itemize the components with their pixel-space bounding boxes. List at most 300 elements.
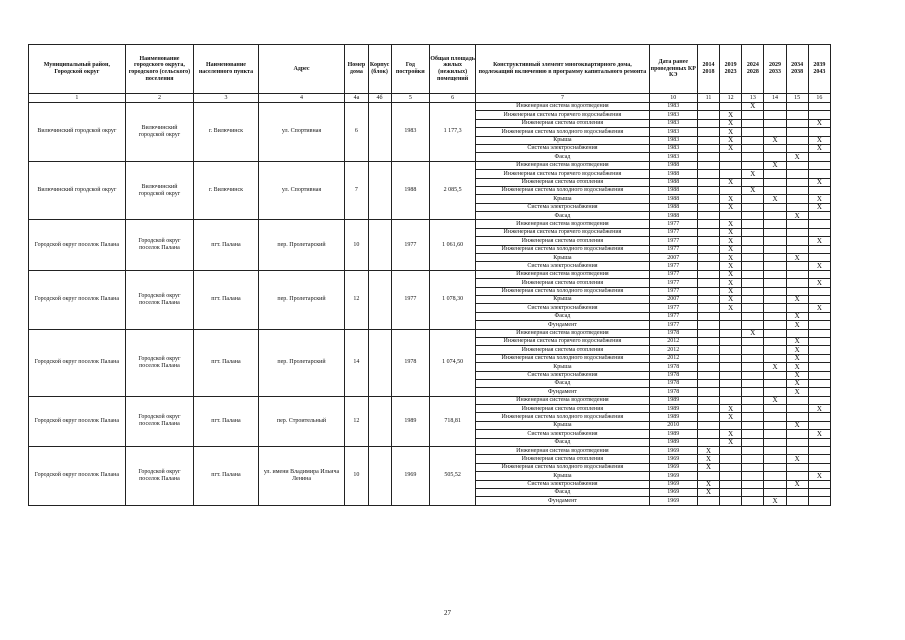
cell-locality: г. Вилючинск [194,161,258,220]
cell-period-empty [742,178,764,186]
table-row [29,270,831,278]
cell-period-mark: X [697,488,719,496]
cell-period-empty [786,144,808,152]
cell-previous-repair-date: 1969 [649,488,697,496]
cell-period-empty [786,228,808,236]
column-number: 12 [720,94,742,103]
cell-period-mark: X [697,480,719,488]
cell-period-mark: X [786,346,808,354]
cell-settlement: Городской округ поселок Палана [125,396,194,446]
cell-period-mark: X [808,119,830,127]
column-number: 2 [125,94,194,103]
cell-period-empty [697,212,719,220]
cell-period-empty [697,128,719,136]
cell-address: пер. Строительный [258,396,345,446]
cell-period-mark: X [786,254,808,262]
cell-period-empty [742,304,764,312]
cell-period-mark: X [742,170,764,178]
cell-period-empty [742,254,764,262]
header-element: Конструктивный элемент многоквартирного дома, подлежащий включению в программу капитального ремонта [476,45,649,94]
cell-period-empty [697,379,719,387]
table-row [29,447,831,455]
cell-previous-repair-date: 1977 [649,237,697,245]
cell-period-empty [742,421,764,429]
table-row [29,103,831,111]
cell-period-empty [808,438,830,446]
header-period-2034-2038: 2034 2038 [786,45,808,94]
cell-build-year: 1978 [391,329,429,396]
cell-region: Городской округ поселок Палана [29,329,126,396]
cell-period-empty [786,497,808,505]
cell-period-empty [786,245,808,253]
cell-period-empty [697,178,719,186]
cell-period-empty [742,413,764,421]
cell-settlement: Вилючинский городской округ [125,161,194,220]
cell-period-mark: X [720,144,742,152]
cell-period-empty [786,195,808,203]
cell-structural-element: Инженерная система водоотведения [476,220,649,228]
cell-period-empty [697,413,719,421]
cell-structural-element: Инженерная система водоотведения [476,103,649,111]
cell-period-empty [764,262,786,270]
cell-structural-element: Крыша [476,421,649,429]
header-house: Номер дома [345,45,368,94]
cell-period-empty [786,472,808,480]
cell-period-empty [764,237,786,245]
header-locality: Наименование населенного пункта [194,45,258,94]
cell-period-empty [697,136,719,144]
cell-house-number: 6 [345,103,368,162]
cell-period-empty [764,103,786,111]
cell-period-empty [786,170,808,178]
cell-period-mark: X [786,388,808,396]
cell-previous-repair-date: 1978 [649,388,697,396]
cell-previous-repair-date: 1983 [649,136,697,144]
cell-previous-repair-date: 1977 [649,304,697,312]
cell-period-empty [742,430,764,438]
cell-period-empty [720,212,742,220]
cell-region: Вилючинский городской округ [29,103,126,162]
cell-previous-repair-date: 1983 [649,153,697,161]
cell-period-empty [764,111,786,119]
cell-house-number: 7 [345,161,368,220]
cell-period-empty [808,346,830,354]
cell-previous-repair-date: 1983 [649,111,697,119]
cell-period-empty [808,337,830,345]
cell-period-empty [742,480,764,488]
cell-period-mark: X [764,161,786,169]
cell-period-empty [764,413,786,421]
header-block: Корпус (блок) [368,45,391,94]
cell-area: 1 061,60 [429,220,475,270]
cell-previous-repair-date: 1988 [649,186,697,194]
cell-period-empty [697,346,719,354]
cell-period-empty [764,430,786,438]
cell-period-mark: X [808,430,830,438]
cell-build-year: 1988 [391,161,429,220]
cell-period-mark: X [720,304,742,312]
cell-period-empty [697,438,719,446]
cell-area: 1 074,50 [429,329,475,396]
cell-period-empty [697,396,719,404]
cell-period-mark: X [720,279,742,287]
cell-period-mark: X [720,178,742,186]
cell-structural-element: Инженерная система отопления [476,237,649,245]
cell-period-empty [697,262,719,270]
cell-locality: пгт. Палана [194,447,258,506]
cell-period-mark: X [808,136,830,144]
cell-period-empty [764,480,786,488]
cell-previous-repair-date: 2012 [649,354,697,362]
cell-period-empty [786,488,808,496]
cell-period-mark: X [808,144,830,152]
cell-period-empty [764,312,786,320]
cell-structural-element: Фундамент [476,497,649,505]
cell-region: Городской округ поселок Палана [29,270,126,329]
cell-period-empty [742,144,764,152]
cell-period-empty [742,295,764,303]
cell-period-empty [697,170,719,178]
table-body [29,103,831,506]
column-number: 11 [697,94,719,103]
header-period-2019-2023: 2019 2023 [720,45,742,94]
cell-region: Городской округ поселок Палана [29,220,126,270]
cell-period-empty [742,111,764,119]
cell-period-empty [764,212,786,220]
cell-period-empty [742,472,764,480]
cell-structural-element: Инженерная система водоотведения [476,161,649,169]
cell-structural-element: Система электроснабжения [476,371,649,379]
cell-period-empty [742,153,764,161]
cell-period-empty [720,421,742,429]
cell-period-empty [742,128,764,136]
cell-previous-repair-date: 1977 [649,228,697,236]
cell-period-empty [808,287,830,295]
cell-period-empty [786,178,808,186]
cell-period-mark: X [786,212,808,220]
cell-period-empty [764,170,786,178]
cell-previous-repair-date: 1983 [649,128,697,136]
cell-period-mark: X [720,254,742,262]
cell-period-empty [808,295,830,303]
cell-period-empty [808,170,830,178]
cell-period-empty [808,321,830,329]
cell-period-empty [808,245,830,253]
cell-period-empty [786,287,808,295]
header-period-2024-2028: 2024 2028 [742,45,764,94]
cell-previous-repair-date: 1989 [649,430,697,438]
cell-structural-element: Инженерная система отопления [476,405,649,413]
cell-period-empty [786,447,808,455]
cell-period-empty [764,304,786,312]
cell-period-empty [764,405,786,413]
cell-period-empty [808,153,830,161]
column-number: 6 [429,94,475,103]
cell-settlement: Городской округ поселок Палана [125,329,194,396]
cell-structural-element: Инженерная система холодного водоснабжения [476,245,649,253]
cell-period-mark: X [742,103,764,111]
cell-address: пер. Пролетарский [258,329,345,396]
column-number: 4 [258,94,345,103]
cell-previous-repair-date: 1978 [649,371,697,379]
cell-period-empty [720,329,742,337]
cell-previous-repair-date: 1983 [649,103,697,111]
cell-block [368,270,391,329]
cell-period-mark: X [720,203,742,211]
cell-period-empty [742,228,764,236]
cell-structural-element: Фундамент [476,388,649,396]
cell-structural-element: Инженерная система холодного водоснабжения [476,186,649,194]
cell-period-empty [720,346,742,354]
cell-structural-element: Инженерная система водоотведения [476,329,649,337]
cell-period-empty [786,405,808,413]
cell-period-empty [742,212,764,220]
header-previous-repair-date: Дата ранее проведенных КР КЭ [649,45,697,94]
cell-period-empty [742,262,764,270]
cell-period-empty [764,472,786,480]
cell-period-empty [786,329,808,337]
cell-period-empty [742,220,764,228]
cell-structural-element: Крыша [476,295,649,303]
cell-structural-element: Система электроснабжения [476,262,649,270]
header-settlement: Наименование городского округа, городского (сельского) поселения [125,45,194,94]
cell-period-mark: X [808,279,830,287]
cell-period-mark: X [720,237,742,245]
cell-area: 505,52 [429,447,475,506]
cell-block [368,329,391,396]
cell-period-empty [786,279,808,287]
cell-previous-repair-date: 2007 [649,295,697,303]
cell-previous-repair-date: 1977 [649,287,697,295]
cell-structural-element: Инженерная система горячего водоснабжения [476,170,649,178]
cell-period-empty [697,287,719,295]
cell-period-empty [808,363,830,371]
cell-structural-element: Система электроснабжения [476,144,649,152]
cell-period-mark: X [808,472,830,480]
column-number: 5 [391,94,429,103]
cell-period-empty [720,379,742,387]
cell-previous-repair-date: 1989 [649,438,697,446]
cell-period-mark: X [808,405,830,413]
cell-period-empty [764,279,786,287]
cell-period-empty [697,119,719,127]
cell-area: 718,81 [429,396,475,446]
column-number: 13 [742,94,764,103]
header-period-2014-2018: 2014 2018 [697,45,719,94]
cell-settlement: Городской округ поселок Палана [125,220,194,270]
cell-period-empty [786,203,808,211]
cell-structural-element: Инженерная система отопления [476,178,649,186]
cell-period-empty [720,103,742,111]
cell-period-mark: X [786,295,808,303]
cell-period-mark: X [720,220,742,228]
cell-period-empty [764,186,786,194]
header-area: Общая площадь жилых (нежилых) помещений [429,45,475,94]
cell-previous-repair-date: 1988 [649,161,697,169]
cell-period-empty [764,220,786,228]
column-number: 4а [345,94,368,103]
cell-previous-repair-date: 1969 [649,463,697,471]
cell-period-empty [742,497,764,505]
cell-structural-element: Инженерная система отопления [476,119,649,127]
cell-period-empty [808,447,830,455]
cell-locality: пгт. Палана [194,270,258,329]
cell-period-empty [742,388,764,396]
cell-period-empty [786,119,808,127]
cell-period-empty [697,337,719,345]
cell-period-empty [720,161,742,169]
cell-previous-repair-date: 1988 [649,203,697,211]
column-number: 14 [764,94,786,103]
cell-period-empty [697,161,719,169]
cell-previous-repair-date: 1989 [649,413,697,421]
cell-period-empty [764,295,786,303]
cell-area: 2 085,5 [429,161,475,220]
cell-period-empty [697,103,719,111]
cell-period-empty [720,354,742,362]
column-number: 1 [29,94,126,103]
cell-period-empty [742,488,764,496]
cell-structural-element: Система электроснабжения [476,480,649,488]
header-period-2039-2043: 2039 2043 [808,45,830,94]
cell-period-empty [720,497,742,505]
cell-period-empty [697,304,719,312]
cell-period-empty [697,321,719,329]
cell-build-year: 1983 [391,103,429,162]
cell-period-mark: X [808,304,830,312]
cell-period-mark: X [808,178,830,186]
cell-period-empty [720,186,742,194]
column-number: 4б [368,94,391,103]
cell-period-empty [697,388,719,396]
cell-previous-repair-date: 1977 [649,245,697,253]
cell-period-mark: X [720,245,742,253]
cell-period-empty [697,195,719,203]
cell-previous-repair-date: 1978 [649,379,697,387]
cell-structural-element: Система электроснабжения [476,430,649,438]
column-number: 3 [194,94,258,103]
cell-period-empty [808,312,830,320]
cell-period-mark: X [742,329,764,337]
cell-structural-element: Крыша [476,472,649,480]
cell-period-empty [697,354,719,362]
cell-period-mark: X [786,321,808,329]
cell-period-empty [720,472,742,480]
cell-period-empty [742,463,764,471]
cell-period-mark: X [786,153,808,161]
cell-settlement: Городской округ поселок Палана [125,447,194,506]
cell-structural-element: Инженерная система горячего водоснабжения [476,111,649,119]
cell-previous-repair-date: 1988 [649,212,697,220]
cell-structural-element: Инженерная система водоотведения [476,396,649,404]
cell-period-empty [808,463,830,471]
cell-structural-element: Инженерная система водоотведения [476,447,649,455]
cell-period-empty [808,161,830,169]
cell-period-mark: X [720,295,742,303]
cell-period-mark: X [720,430,742,438]
cell-period-empty [742,245,764,253]
cell-period-mark: X [786,421,808,429]
cell-period-empty [786,463,808,471]
cell-address: ул. Спортивная [258,161,345,220]
cell-period-empty [764,447,786,455]
cell-period-mark: X [720,438,742,446]
cell-period-empty [764,178,786,186]
cell-period-empty [808,220,830,228]
cell-period-empty [764,144,786,152]
cell-period-empty [720,170,742,178]
cell-period-empty [720,488,742,496]
cell-previous-repair-date: 1978 [649,363,697,371]
cell-period-mark: X [720,262,742,270]
cell-previous-repair-date: 1977 [649,220,697,228]
cell-build-year: 1977 [391,220,429,270]
cell-period-empty [808,186,830,194]
cell-structural-element: Крыша [476,136,649,144]
cell-period-empty [808,111,830,119]
cell-period-empty [786,438,808,446]
cell-previous-repair-date: 1989 [649,396,697,404]
cell-period-empty [742,312,764,320]
cell-region: Городской округ поселок Палана [29,447,126,506]
cell-period-empty [764,455,786,463]
cell-structural-element: Инженерная система горячего водоснабжения [476,228,649,236]
cell-period-mark: X [697,463,719,471]
column-number: 16 [808,94,830,103]
cell-previous-repair-date: 1983 [649,144,697,152]
cell-period-empty [742,203,764,211]
cell-period-empty [764,421,786,429]
cell-structural-element: Фасад [476,153,649,161]
cell-structural-element: Инженерная система горячего водоснабжения [476,337,649,345]
cell-period-empty [742,337,764,345]
cell-period-empty [742,119,764,127]
cell-build-year: 1989 [391,396,429,446]
cell-previous-repair-date: 1978 [649,329,697,337]
cell-period-empty [742,237,764,245]
cell-period-empty [742,195,764,203]
cell-period-empty [808,413,830,421]
cell-structural-element: Инженерная система холодного водоснабжения [476,354,649,362]
cell-previous-repair-date: 2007 [649,254,697,262]
cell-period-empty [786,413,808,421]
cell-period-empty [764,379,786,387]
cell-area: 1 177,3 [429,103,475,162]
cell-period-empty [808,270,830,278]
cell-period-empty [786,237,808,245]
cell-region: Городской округ поселок Палана [29,396,126,446]
cell-address: ул. Спортивная [258,103,345,162]
cell-period-mark: X [764,363,786,371]
cell-structural-element: Крыша [476,195,649,203]
cell-period-mark: X [764,396,786,404]
cell-address: пер. Пролетарский [258,220,345,270]
cell-period-empty [808,371,830,379]
cell-period-mark: X [786,354,808,362]
cell-period-empty [720,312,742,320]
cell-previous-repair-date: 1983 [649,119,697,127]
cell-period-empty [697,279,719,287]
cell-period-empty [764,388,786,396]
cell-previous-repair-date: 1977 [649,321,697,329]
repair-program-table [28,44,831,506]
cell-previous-repair-date: 2012 [649,337,697,345]
cell-structural-element: Крыша [476,363,649,371]
cell-period-empty [697,186,719,194]
cell-house-number: 10 [345,220,368,270]
cell-period-empty [697,312,719,320]
cell-period-empty [742,136,764,144]
